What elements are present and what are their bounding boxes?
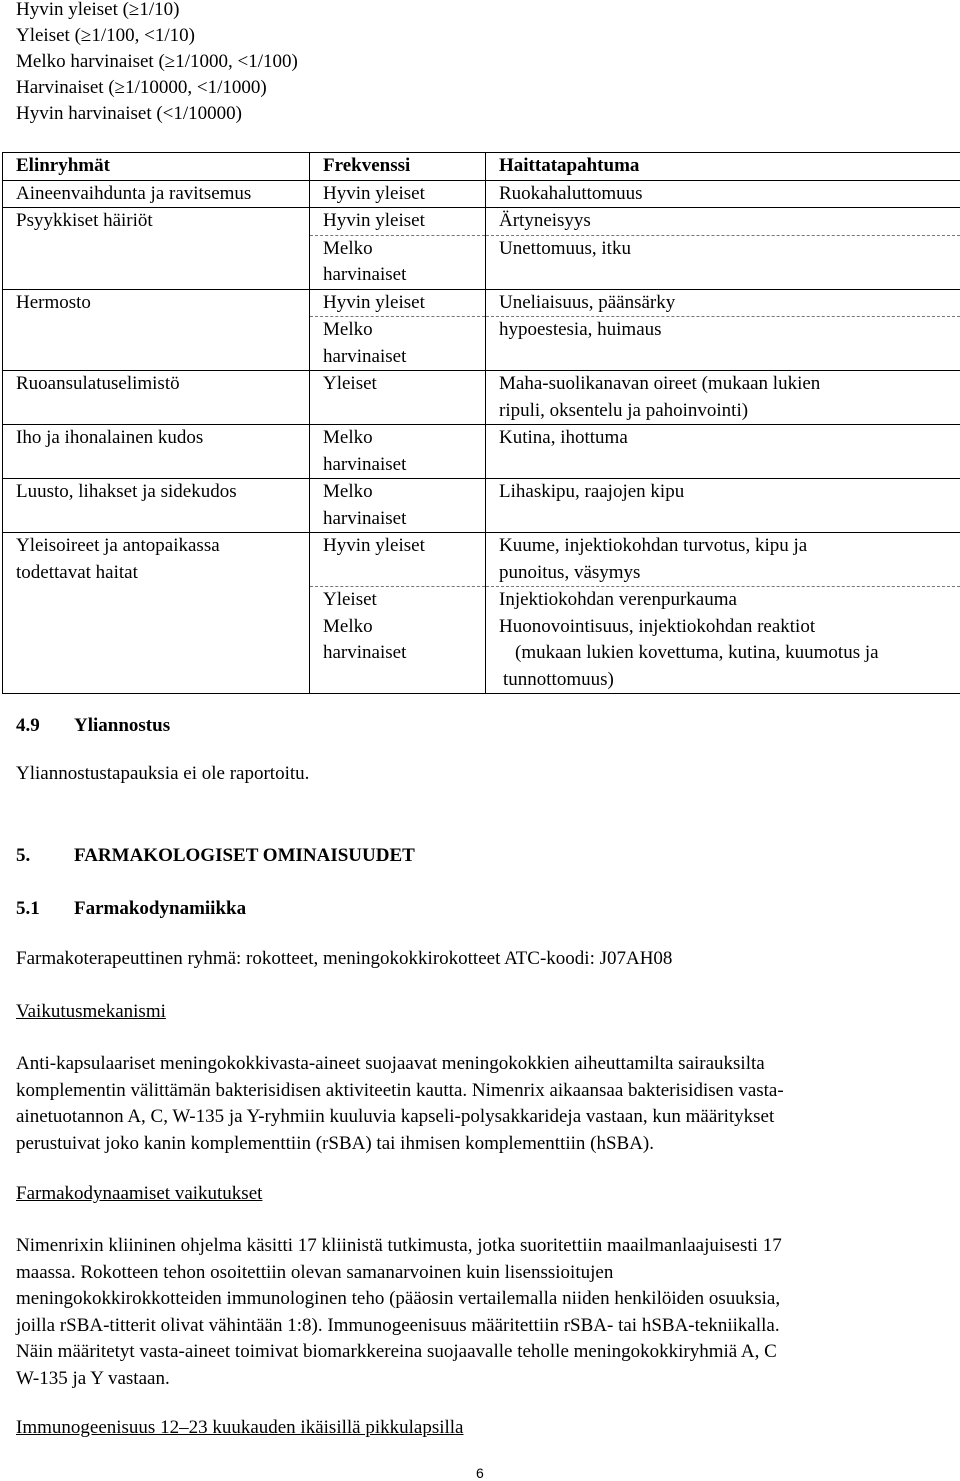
paragraph-line: komplementin välittämän bakterisidisen aktiviteetin kautta. Nimenrix aikaansaa bakterisidisen vasta- — [16, 1079, 784, 1101]
section-title: FARMAKOLOGISET OMINAISUUDET — [74, 845, 415, 866]
organ-cell — [3, 614, 310, 694]
event-cell: Huonovointisuus, injektiokohdan reaktiot (mukaan lukien kovettuma, kutina, kuumotus ja tunnottomuus) — [486, 614, 960, 694]
event-cell: Ruokahaluttomuus — [486, 180, 960, 208]
mechanism-heading: Vaikutusmekanismi — [16, 1001, 166, 1022]
overdose-text: Yliannostustapauksia ei ole raportoitu. — [16, 763, 310, 784]
legend-line: Harvinaiset (≥1/10000, <1/1000) — [16, 77, 267, 98]
section-title: Farmakodynamiikka — [74, 898, 247, 919]
event-cell: Injektiokohdan verenpurkauma — [486, 587, 960, 614]
table-row — [3, 180, 960, 208]
paragraph-line: joilla rSBA-titterit olivat vähintään 1:8). Immunogeenisuus määritettiin rSBA- tai hSBA-tekniikalla. — [16, 1314, 780, 1336]
frequency-cell: Melko harvinaiset — [310, 614, 486, 694]
pharmacotherapeutic-group: Farmakoterapeuttinen ryhmä: rokotteet, meningokokkirokotteet ATC-koodi: J07AH08 — [16, 948, 673, 969]
paragraph-line: maassa. Rokotteen tehon osoitettiin olevan samanarvoinen kuin lisenssioitujen — [16, 1261, 614, 1283]
section-heading — [16, 843, 415, 870]
event-cell: Unettomuus, itku — [486, 235, 960, 289]
frequency-cell: Hyvin yleiset — [310, 180, 486, 208]
table-row — [3, 587, 960, 614]
paragraph-line: Anti-kapsulaariset meningokokkivasta-aineet suojaavat meningokokkien aiheuttamilta sairauksilta — [16, 1053, 765, 1074]
organ-cell: Iho ja ihonalainen kudos — [3, 425, 310, 479]
organ-cell: Yleisoireet ja antopaikassa todettavat haitat — [3, 533, 310, 587]
paragraph-line: Näin määritetyt vasta-aineet toimivat biomarkkereina suojaavalle teholle meningokokkiryhmiä A, C — [16, 1341, 777, 1362]
table-row — [3, 533, 960, 587]
table-row — [3, 289, 960, 317]
event-cell: Maha-suolikanavan oireet (mukaan lukien ripuli, oksentelu ja pahoinvointi) — [486, 371, 960, 425]
frequency-cell: Melko harvinaiset — [310, 479, 486, 533]
legend-line: Hyvin harvinaiset (<1/10000) — [16, 103, 243, 124]
paragraph-line: perustuivat joko kanin komplementtiin (rSBA) tai ihmisen komplementtiin (hSBA). — [16, 1132, 655, 1154]
table-row — [3, 371, 960, 425]
frequency-cell: Yleiset — [310, 587, 486, 614]
table-row — [3, 479, 960, 533]
section-heading — [16, 713, 170, 740]
section-number: 5. — [16, 845, 31, 866]
organ-cell — [3, 235, 310, 289]
frequency-cell: Yleiset — [310, 371, 486, 425]
paragraph-line: W-135 ja Y vastaan. — [16, 1367, 170, 1389]
section-heading — [16, 896, 246, 923]
organ-cell: Hermosto — [3, 289, 310, 317]
header-adverse-event: Haittatapahtuma — [486, 153, 960, 181]
event-cell: Kutina, ihottuma — [486, 425, 960, 479]
paragraph-line: ainetuotannon A, C, W-135 ja Y-ryhmiin kuuluvia kapseli-polysakkarideja vastaan, kun määritykset — [16, 1106, 775, 1127]
frequency-cell: Hyvin yleiset — [310, 289, 486, 317]
table-row — [3, 317, 960, 371]
header-frequency: Frekvenssi — [310, 153, 486, 181]
event-cell: Uneliaisuus, päänsärky — [486, 289, 960, 317]
paragraph-line: Nimenrixin kliininen ohjelma käsitti 17 kliinistä tutkimusta, jotka suoritettiin maailmanlaajuisesti 17 — [16, 1235, 782, 1256]
table-row — [3, 425, 960, 479]
effects-paragraph — [16, 1233, 944, 1392]
page-number: 6 — [476, 1465, 484, 1481]
frequency-cell: Melko harvinaiset — [310, 317, 486, 371]
event-cell: hypoestesia, huimaus — [486, 317, 960, 371]
section-title: Yliannostus — [74, 715, 171, 736]
legend-line: Melko harvinaiset (≥1/1000, <1/100) — [16, 51, 298, 72]
table-header-row — [3, 153, 960, 181]
legend-line: Yleiset (≥1/100, <1/10) — [16, 25, 195, 46]
organ-cell: Ruoansulatuselimistö — [3, 371, 310, 425]
frequency-cell: Melko harvinaiset — [310, 235, 486, 289]
organ-cell — [3, 587, 310, 614]
section-number: 4.9 — [16, 715, 40, 736]
frequency-cell: Hyvin yleiset — [310, 533, 486, 587]
frequency-cell: Hyvin yleiset — [310, 208, 486, 236]
immunogenicity-heading: Immunogeenisuus 12‒23 kuukauden ikäisillä pikkulapsilla — [16, 1417, 464, 1438]
organ-cell: Luusto, lihakset ja sidekudos — [3, 479, 310, 533]
frequency-cell: Melko harvinaiset — [310, 425, 486, 479]
adverse-events-table — [2, 152, 960, 694]
table-row — [3, 614, 960, 694]
table-row — [3, 235, 960, 289]
event-cell: Ärtyneisyys — [486, 208, 960, 236]
section-number: 5.1 — [16, 898, 40, 919]
paragraph-line: meningokokkirokkotteiden immunologinen teho (pääosin vertailemalla niiden henkilöiden osuuksia, — [16, 1288, 781, 1309]
frequency-legend — [16, 0, 960, 127]
organ-cell: Aineenvaihdunta ja ravitsemus — [3, 180, 310, 208]
effects-heading: Farmakodynaamiset vaikutukset — [16, 1183, 263, 1204]
event-cell: Lihaskipu, raajojen kipu — [486, 479, 960, 533]
mechanism-paragraph — [16, 1051, 944, 1157]
legend-line: Hyvin yleiset (≥1/10) — [16, 0, 180, 20]
organ-cell — [3, 317, 310, 371]
organ-cell: Psyykkiset häiriöt — [3, 208, 310, 236]
table-row — [3, 208, 960, 236]
header-organ-class: Elinryhmät — [3, 153, 310, 181]
event-cell: Kuume, injektiokohdan turvotus, kipu ja punoitus, väsymys — [486, 533, 960, 587]
